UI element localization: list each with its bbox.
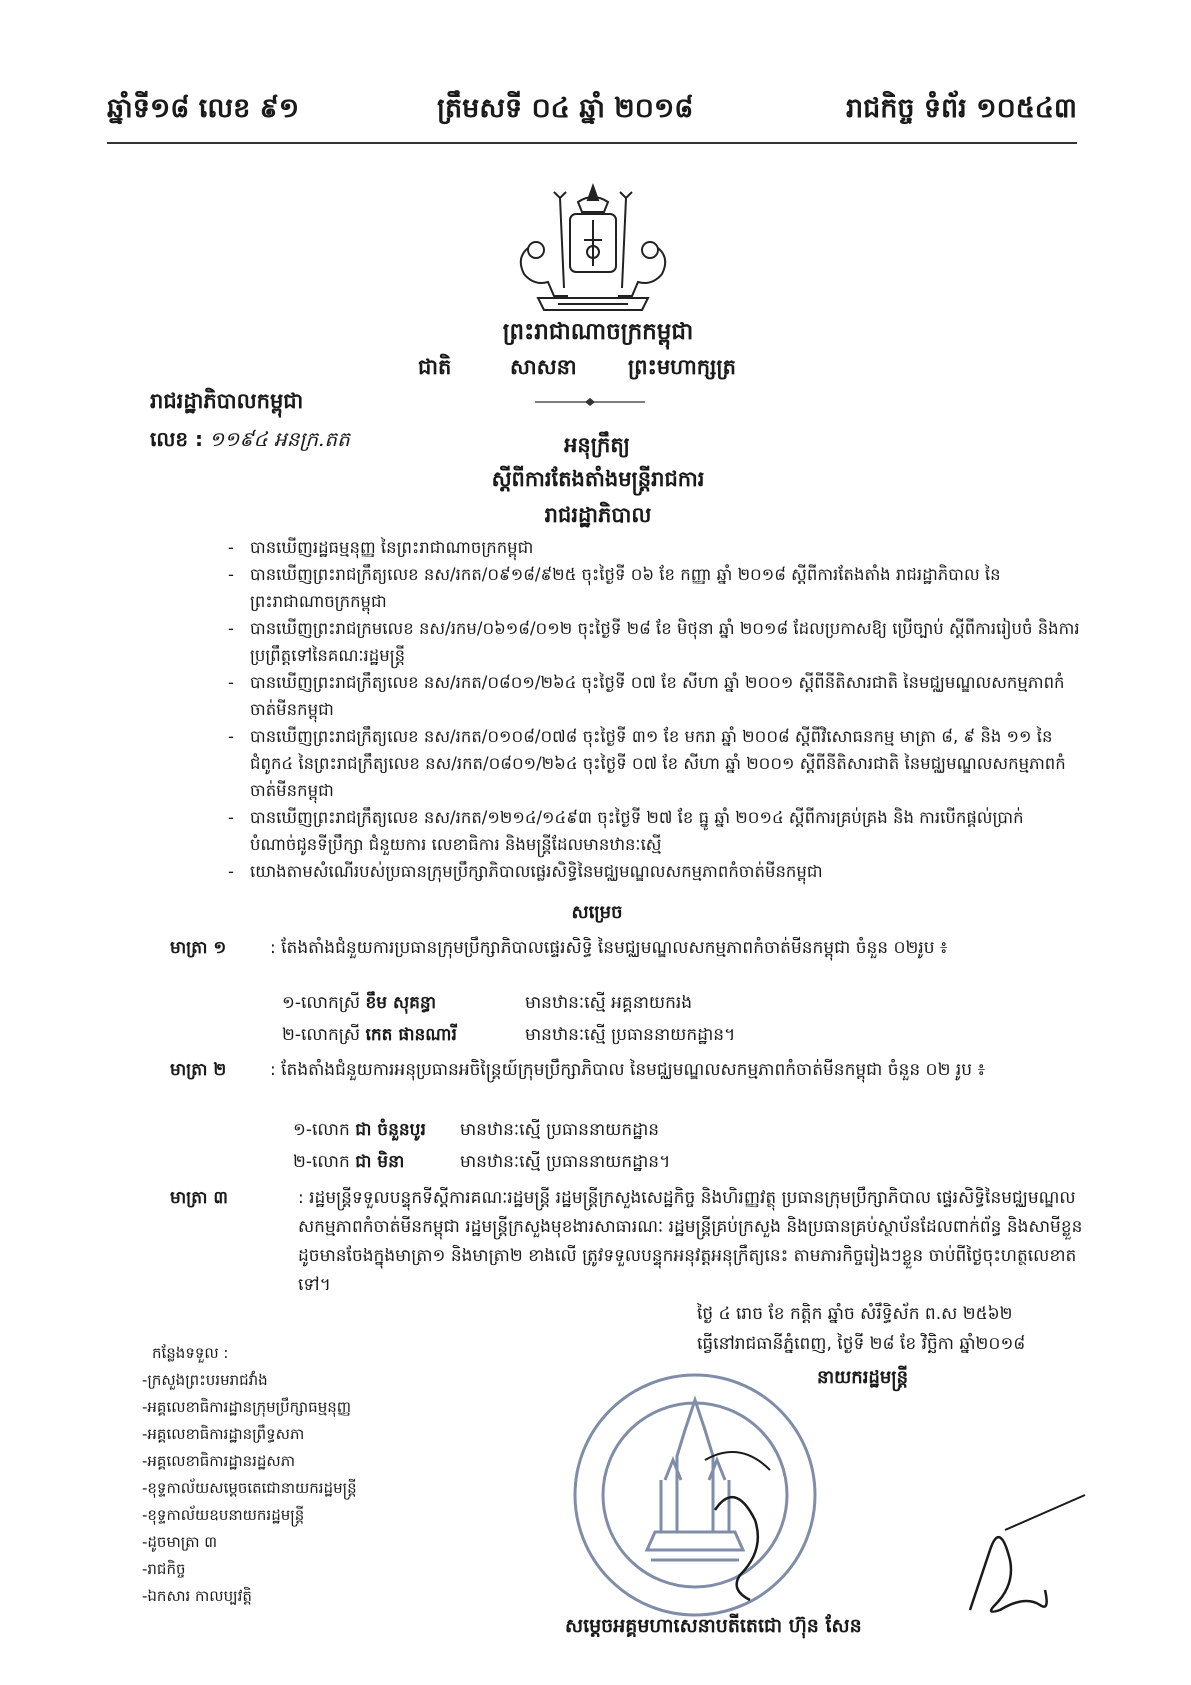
preamble-item: - បានឃើញព្រះរាជក្រឹត្យលេខ នស/រកត/០១០៨/០៧៨ ចុះថ្ងៃទី ៣១ ខែ មករា ឆ្នាំ ២០០៨ ស្តីពីវិសោធនកម្ម មាត្រា ៨, ៩ និង ១១ នៃជំពូក៤ នៃព្រះរាជក្រឹត្យលេខ នស/រកត/០៨០១/២៦៤ ចុះថ្ងៃទី ០៧ ខែ សីហា ឆ្នាំ ២០០១ ស្តីពីនីតិសារជាតិ នៃមជ្ឈមណ្ឌលសកម្មភាពកំចាត់មីនកម្ពុជា bbox=[250, 723, 1090, 804]
preamble-item: - បានឃើញព្រះរាជក្រមលេខ នស/រកម/០៦១៨/០១២ ចុះថ្ងៃទី ២៨ ខែ មិថុនា ឆ្នាំ ២០១៨ ដែលប្រកាសឱ្យ ប្រើច្បាប់ ស្តីពីការរៀបចំ និងការប្រព្រឹត្តទៅនៃគណៈរដ្ឋមន្ត្រី bbox=[250, 615, 1090, 669]
recipient-item: -ខុទ្ទកាល័យសម្តេចតេជោនាយករដ្ឋមន្ត្រី bbox=[142, 1479, 357, 1497]
article-label: មាត្រា ៣ bbox=[170, 1188, 228, 1208]
appointee-name: ខឹម សុគន្ធា bbox=[365, 993, 437, 1013]
recipient-item: -ឯកសារ កាលប្បវត្តិ bbox=[142, 1587, 252, 1605]
recipient-item: -ក្រសួងព្រះបរមរាជវាំង bbox=[142, 1371, 268, 1389]
gazette-year-issue: ឆ្នាំទី១៨ លេខ ៩១ bbox=[107, 93, 300, 124]
recipient-item: -រាជកិច្ច bbox=[142, 1560, 186, 1578]
appointee-name: ជា មិនា bbox=[355, 1152, 405, 1172]
preamble-list bbox=[250, 534, 1090, 885]
article-label: មាត្រា ២ bbox=[170, 1060, 227, 1080]
ornamental-divider bbox=[535, 398, 645, 406]
document-subject: ស្តីពីការតែងតាំងមន្ត្រីរាជការ bbox=[491, 467, 705, 491]
document-type: អនុក្រឹត្យ bbox=[564, 433, 630, 457]
appointee-prefix: ១-លោកស្រី bbox=[282, 993, 361, 1013]
reference-number-line bbox=[150, 426, 350, 456]
appointee-rank: មានឋានៈស្មើ ប្រធាននាយកដ្ឋាន។ bbox=[525, 1025, 736, 1045]
recipient-item: -ខុទ្ទកាល័យឧបនាយករដ្ឋមន្ត្រី bbox=[142, 1506, 305, 1524]
appointee-rank: មានឋានៈស្មើ អគ្គនាយករង bbox=[525, 993, 693, 1013]
lunar-date: ថ្ងៃ ៤ រោច ខែ កត្តិក ឆ្នាំច សំរឹទ្ធិស័ក ព.ស ២៥៦២ bbox=[697, 1304, 1013, 1324]
appointee-prefix: ២-លោកស្រី bbox=[282, 1025, 361, 1045]
article-body: : រដ្ឋមន្ត្រីទទួលបន្ទុកទីស្តីការគណៈរដ្ឋមន្ត្រី រដ្ឋមន្ត្រីក្រសួងសេដ្ឋកិច្ច និងហិរញ្ញវត្ថុ ប្រធានក្រុមប្រឹក្សាភិបាល ផ្ទេរសិទ្ធិនៃមជ្ឈមណ្ឌលសកម្មភាពកំចាត់មីនកម្ពុជា រដ្ឋមន្ត្រីក្រសួងមុខងារសាធារណៈ រដ្ឋមន្ត្រីគ្រប់ក្រសួង និងប្រធានគ្រប់ស្ថាប័នដែលពាក់ព័ន្ធ និងសាមីខ្លួនដូចមានចែងក្នុងមាត្រា១ និងមាត្រា២ ខាងលើ ត្រូវទទួលបន្ទុកអនុវត្តអនុក្រឹត្យនេះ តាមភារកិច្ចរៀងៗខ្លួន ចាប់ពីថ្ងៃចុះហត្ថលេខាតទៅ។ bbox=[298, 1188, 1083, 1295]
article-body: : តែងតាំងជំនួយការប្រធានក្រុមប្រឹក្សាភិបាលផ្ទេរសិទ្ធិ នៃមជ្ឈមណ្ឌលសកម្មភាពកំចាត់មីនកម្ពុជា ចំនួន ០២រូប ៖ bbox=[270, 938, 948, 958]
decision-heading: សម្រេច bbox=[571, 902, 623, 923]
preamble-item: - យោងតាមសំណើរបស់ប្រធានក្រុមប្រឹក្សាភិបាលផ្លេរសិទ្ធិនៃមជ្ឈមណ្ឌលសកម្មភាពកំចាត់មីនកម្ពុជា bbox=[250, 858, 1090, 885]
reference-number-label: លេខ : bbox=[150, 427, 204, 451]
official-seal-icon bbox=[565, 1360, 825, 1630]
header-rule bbox=[107, 142, 1077, 144]
preamble-item: - បានឃើញព្រះរាជក្រឹត្យលេខ នស/រកត/០៩១៨/៩២៥ ចុះថ្ងៃទី ០៦ ខែ កញ្ញា ឆ្នាំ ២០១៨ ស្តីពីការតែងតាំង រាជរដ្ឋាភិបាល នៃព្រះរាជាណាចក្រកម្ពុជា bbox=[250, 561, 1090, 615]
preamble-item: - បានឃើញព្រះរាជក្រឹត្យលេខ នស/រកត/១២១៤/១៤៩៣ ចុះថ្ងៃទី ២៧ ខែ ធ្នូ ឆ្នាំ ២០១៤ ស្តីពីការគ្រប់គ្រង និង ការបើកផ្តល់ប្រាក់បំណាច់ជូនទីប្រឹក្សា ជំនួយការ លេខាធិការ និងមន្ត្រីដែលមានឋានៈស្មើ bbox=[250, 804, 1090, 858]
motto-nation: ជាតិ bbox=[418, 355, 452, 379]
appointee-prefix: ២-លោក bbox=[293, 1152, 350, 1172]
preamble-item: - បានឃើញរដ្ឋធម្មនុញ្ញ នៃព្រះរាជាណាចក្រកម្ពុជា bbox=[250, 534, 1090, 561]
recipients-block bbox=[142, 1340, 357, 1610]
reference-number-value: ១១៩៤ អនក្រ.តត bbox=[209, 427, 350, 451]
recipient-item: -អគ្គលេខាធិការដ្ឋានក្រុមប្រឹក្សាធម្មនុញ្ញ bbox=[142, 1398, 352, 1416]
article-body: : តែងតាំងជំនួយការអនុប្រធានអចិន្ត្រៃយ៍ក្រុមប្រឹក្សាភិបាល នៃមជ្ឈមណ្ឌលសកម្មភាពកំចាត់មីនកម្ពុជា ចំនួន ០២ រូប ៖ bbox=[270, 1060, 985, 1080]
gazette-header bbox=[107, 92, 1077, 142]
motto-king: ព្រះមហាក្សត្រ bbox=[628, 355, 736, 379]
appointee-rank: មានឋានៈស្មើ ប្រធាននាយកដ្ឋាន។ bbox=[460, 1152, 671, 1172]
preamble-item: - បានឃើញព្រះរាជក្រឹត្យលេខ នស/រកត/០៨០១/២៦៤ ចុះថ្ងៃទី ០៧ ខែ សីហា ឆ្នាំ ២០០១ ស្តីពីនីតិសារជាតិ នៃមជ្ឈមណ្ឌលសកម្មភាពកំចាត់មីនកម្ពុជា bbox=[250, 669, 1090, 723]
document-issuer: រាជរដ្ឋាភិបាល bbox=[544, 503, 652, 527]
kingdom-name: ព្រះរាជាណាចក្រកម្ពុជា bbox=[502, 319, 694, 345]
gazette-page-number: រាជកិច្ច ទំព័រ ១០៥៤៣ bbox=[845, 93, 1077, 124]
issuing-government: រាជរដ្ឋាភិបាលកម្ពុជា bbox=[150, 389, 304, 413]
appointee-name: កេត ផានណារី bbox=[365, 1025, 457, 1045]
appointee-name: ជា ចំនួនបូរ bbox=[355, 1120, 426, 1140]
recipient-item: -អគ្គលេខាធិការដ្ឋានព្រឹទ្ធសភា bbox=[142, 1425, 305, 1443]
recipient-item: -ដូចមាត្រា ៣ bbox=[142, 1533, 218, 1551]
recipients-heading: កន្លែងទទួល : bbox=[152, 1344, 229, 1362]
appointee-rank: មានឋានៈស្មើ ប្រធាននាយកដ្ឋាន bbox=[460, 1120, 660, 1140]
article-label: មាត្រា ១ bbox=[170, 938, 227, 958]
handwritten-signature-icon bbox=[950, 1490, 1090, 1630]
motto-religion: សាសនា bbox=[510, 355, 577, 379]
recipient-item: -អគ្គលេខាធិការដ្ឋានរដ្ឋសភា bbox=[142, 1452, 295, 1470]
gazette-date: ត្រឹមសទី ០៤ ឆ្នាំ ២០១៨ bbox=[437, 93, 694, 124]
signer-name: សម្តេចអគ្គមហាសេនាបតីតេជោ ហ៊ុន សែន bbox=[565, 1615, 862, 1637]
royal-coat-of-arms-icon bbox=[508, 178, 678, 318]
recipients-list bbox=[142, 1367, 357, 1610]
signer-title: នាយករដ្ឋមន្ត្រី bbox=[817, 1367, 909, 1388]
solar-date: ធ្វើនៅរាជធានីភ្នំពេញ, ថ្ងៃទី ២៨ ខែ វិច្ឆិកា ឆ្នាំ២០១៨ bbox=[697, 1334, 1026, 1354]
appointee-prefix: ១-លោក bbox=[293, 1120, 350, 1140]
